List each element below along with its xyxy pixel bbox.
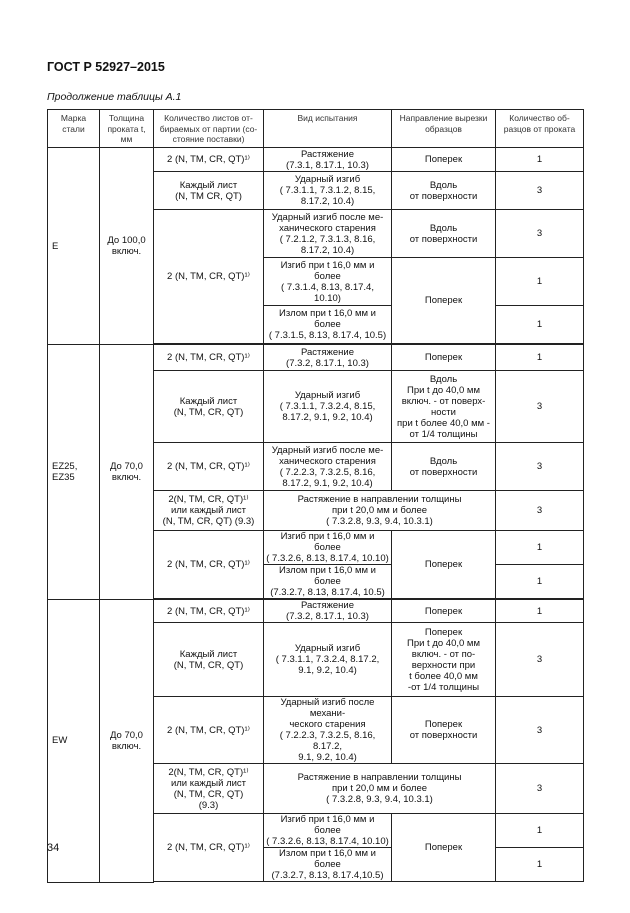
test-cell: Ударный изгиб ( 7.3.1.1, 7.3.2.4, 8.17.2, 9.1, 9.2, 10.4) [264, 623, 392, 697]
steel-grade-cell: EZ25, EZ35 [48, 345, 100, 600]
direction-cell: Поперек [392, 531, 496, 599]
sheets-cell: 2 (N, TM, CR, QT)¹⁾ [154, 531, 264, 599]
test-cell: Изгиб при t 16,0 мм и более ( 7.3.2.6, 8.13, 8.17.4, 10.10) [264, 531, 392, 565]
test-cell: Излом при t 16,0 мм и более ( 7.3.1.5, 8.13, 8.17.4, 10.5) [264, 306, 392, 344]
sheets-cell: 2 (N, TM, CR, QT)¹⁾ [154, 814, 264, 882]
direction-cell: Поперек [392, 814, 496, 882]
thickness-cell: До 70,0 включ. [100, 345, 154, 600]
test-cell: Изгиб при t 16,0 мм и более ( 7.3.2.6, 8.13, 8.17.4, 10.10) [264, 814, 392, 848]
col-header-direction: Направление вырезки образцов [392, 110, 496, 148]
sheets-cell: 2 (N, TM, CR, QT)¹⁾ [154, 600, 264, 623]
test-cell: Ударный изгиб ( 7.3.1.1, 7.3.2.4, 8.15, 8.17.2, 9.1, 9.2, 10.4) [264, 371, 392, 443]
test-cell: Растяжение (7.3.2, 8.17.1, 10.3) [264, 600, 392, 623]
direction-cell: Поперек [392, 148, 496, 172]
table-row [48, 345, 584, 371]
count-cell: 1 [496, 258, 584, 306]
count-cell: 3 [496, 623, 584, 697]
count-cell: 3 [496, 764, 584, 814]
count-cell: 1 [496, 306, 584, 344]
table-header-row [48, 110, 584, 148]
sheets-cell: 2 (N, TM, CR, QT)¹⁾ [154, 148, 264, 172]
table-row [48, 600, 584, 623]
test-cell: Растяжение (7.3.2, 8.17.1, 10.3) [264, 345, 392, 371]
test-cell: Ударный изгиб ( 7.3.1.1, 7.3.1.2, 8.15, 8.17.2, 10.4) [264, 172, 392, 210]
thickness-cell: До 70,0 включ. [100, 600, 154, 883]
sheets-cell: Каждый лист (N, TM, CR, QT) [154, 371, 264, 443]
thickness-cell: До 100,0 включ. [100, 148, 154, 345]
page-number: 34 [47, 842, 60, 854]
test-cell: Ударный изгиб после механи- ческого старения ( 7.2.2.3, 7.3.2.5, 8.16, 8.17.2, 9.1, 9.2, 10.4) [264, 697, 392, 764]
direction-cell: Поперек от поверхности [392, 697, 496, 764]
table-row [48, 148, 584, 172]
sheets-cell: 2(N, TM, CR, QT)¹⁾ или каждый лист (N, TM, CR, QT) (9.3) [154, 491, 264, 531]
sheets-cell: 2 (N, TM, CR, QT)¹⁾ [154, 345, 264, 371]
direction-cell: Вдоль от поверхности [392, 210, 496, 258]
sheets-cell: Каждый лист (N, TM, CR, QT) [154, 623, 264, 697]
col-header-test: Вид испытания [264, 110, 392, 148]
test-cell: Растяжение в направлении толщины при t 20,0 мм и более ( 7.3.2.8, 9.3, 9.4, 10.3.1) [264, 491, 496, 531]
col-header-count: Количество об- разцов от проката [496, 110, 584, 148]
sheets-cell: 2 (N, TM, CR, QT)¹⁾ [154, 210, 264, 344]
direction-cell: Поперек При t до 40,0 мм включ. - от по- верхности при t более 40,0 мм -от 1/4 толщины [392, 623, 496, 697]
sheets-cell: 2(N, TM, CR, QT)¹⁾ или каждый лист (N, TM, CR, QT) (9.3) [154, 764, 264, 814]
test-cell: Излом при t 16,0 мм и более (7.3.2.7, 8.13, 8.17.4, 10.5) [264, 565, 392, 599]
direction-cell: Поперек [392, 600, 496, 623]
test-cell: Ударный изгиб после ме- ханического старения ( 7.2.2.3, 7.3.2.5, 8.16, 8.17.2, 9.1, 9.2, 10.4) [264, 443, 392, 491]
sheets-cell: Каждый лист (N, TM CR, QT) [154, 172, 264, 210]
table-continuation-caption: Продолжение таблицы А.1 [47, 91, 182, 103]
steel-grade-cell: EW [48, 600, 100, 883]
test-cell: Излом при t 16,0 мм и более (7.3.2.7, 8.13, 8.17.4,10.5) [264, 848, 392, 882]
count-cell: 3 [496, 443, 584, 491]
direction-cell: Поперек [392, 258, 496, 344]
direction-cell: Вдоль При t до 40,0 мм включ. - от поверх- ности при t более 40,0 мм - от 1/4 толщины [392, 371, 496, 443]
steel-grade-cell: E [48, 148, 100, 345]
test-requirements-table [47, 109, 584, 883]
count-cell: 3 [496, 172, 584, 210]
sheets-cell: 2 (N, TM, CR, QT)¹⁾ [154, 443, 264, 491]
count-cell: 3 [496, 697, 584, 764]
test-cell: Растяжение в направлении толщины при t 20,0 мм и более ( 7.3.2.8, 9.3, 9.4, 10.3.1) [264, 764, 496, 814]
direction-cell: Поперек [392, 345, 496, 371]
document-header: ГОСТ Р 52927–2015 [47, 60, 165, 74]
count-cell: 1 [496, 531, 584, 565]
col-header-grade: Марка стали [48, 110, 100, 148]
count-cell: 3 [496, 371, 584, 443]
test-cell: Растяжение (7.3.1, 8.17.1, 10.3) [264, 148, 392, 172]
sheets-cell: 2 (N, TM, CR, QT)¹⁾ [154, 697, 264, 764]
count-cell: 1 [496, 565, 584, 599]
count-cell: 3 [496, 491, 584, 531]
col-header-thickness: Толщина проката t, мм [100, 110, 154, 148]
count-cell: 1 [496, 814, 584, 848]
count-cell: 1 [496, 148, 584, 172]
count-cell: 1 [496, 848, 584, 882]
direction-cell: Вдоль от поверхности [392, 443, 496, 491]
count-cell: 3 [496, 210, 584, 258]
count-cell: 1 [496, 600, 584, 623]
test-cell: Изгиб при t 16,0 мм и более ( 7.3.1.4, 8.13, 8.17.4, 10.10) [264, 258, 392, 306]
count-cell: 1 [496, 345, 584, 371]
direction-cell: Вдоль от поверхности [392, 172, 496, 210]
test-cell: Ударный изгиб после ме- ханического старения ( 7.2.1.2, 7.3.1.3, 8.16, 8.17.2, 10.4) [264, 210, 392, 258]
col-header-sheets: Количество листов от- бираемых от партии (со- стояние поставки) [154, 110, 264, 148]
